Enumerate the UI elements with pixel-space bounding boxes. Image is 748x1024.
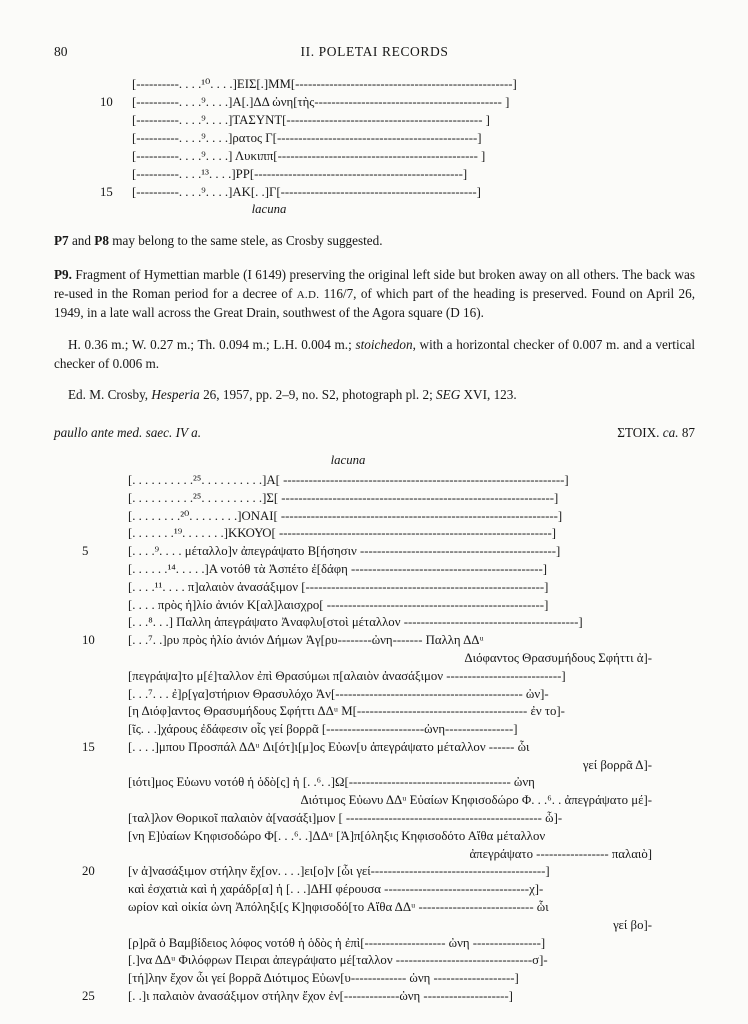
inscription-line: [82, 490, 668, 508]
page-number: 80: [54, 44, 68, 59]
inscription-line: [100, 111, 580, 129]
measurements-text: H. 0.36 m.; W. 0.27 m.; Th. 0.094 m.; L.H. 0.004 m.;: [68, 336, 356, 352]
inscription-line: [82, 686, 668, 704]
stoichedon-count: [617, 425, 695, 441]
inscription-line: [82, 774, 668, 792]
inscription-line: [82, 614, 668, 632]
line-number: [100, 165, 132, 183]
line-number: [82, 614, 128, 632]
line-number: [82, 561, 128, 579]
note-text: and: [68, 233, 95, 248]
inscription-line: [82, 721, 668, 739]
inscription-line: [100, 129, 580, 147]
line-number: [82, 668, 128, 686]
line-text: [η Διόφ]αντος Θρασυμήδους Σφήττι ΔΔᵘ Μ[---------------------------------------- ἐν το]-: [128, 704, 565, 719]
inscription-line: [82, 935, 668, 953]
fragment-p8-inscription: [100, 75, 580, 201]
line-number: [82, 472, 128, 490]
line-text: [ν ἀ]νασάξιμον στήλην ἔχ[ον. . . .]ει[ο]ν [ὧι γεί-----------------------------------------]: [128, 864, 550, 879]
p9-description-text: 116/7, of which part of the heading is preserved. Found on April 26, 1949, in a late wall across the Great Drain, southwest of the Agora square (D 16).: [54, 285, 696, 321]
edition-text: 26, 1957, pp. 2–9, no. S2, photograph pl. 2;: [199, 387, 437, 403]
inscription-line: [82, 703, 668, 721]
line-text: [. . . . . . . .²⁰. . . . . . . .]ΟΝΑΙ[ -----------------------------------------------------------------]: [128, 508, 563, 523]
line-text: [νη Ε]ὐαίων Κηφισοδώρο Φ[. . .⁶. .]ΔΔᵘ [Ἀ]π[όληξις Κηφισοδότο Αἴθα μέταλλον: [128, 828, 546, 843]
line-number: [82, 774, 128, 792]
line-text: [. . .⁷. .]ρυ πρὸς ἡλίο ἀνιόν Δήμων Ἀγ[ρυ--------ὠνη------- Παλλη ΔΔᵘ: [128, 633, 484, 648]
line-text: ωρίον καὶ οἰκία ὠνη Ἀπόληξι[ς Κ]ηφισοδό[το Αἴθα ΔΔᵘ --------------------------- ὧι: [128, 900, 549, 915]
inscription-line: [100, 183, 580, 201]
page-header: [54, 44, 695, 61]
p7-reference: P7: [54, 233, 69, 248]
inscription-line-continuation: Διότιμος Εὐωνυ ΔΔᵘ Εὐαίων Κηφισοδώρο Φ. . .⁶. . ἀπεγράψατο μέ]-: [300, 793, 652, 808]
line-text: [πεγράψα]το μ[έ]ταλλον ἐπὶ Θρασύμωι π[αλαιὸν ἀνασάξιμον ---------------------------]: [128, 668, 566, 683]
lacuna-label: lacuna: [330, 452, 366, 467]
line-text: [. .]ι παλαιὸν ἀνασάξιμον στήλην ἔχον ἐν[-------------ὠνη --------------------]: [128, 989, 513, 1004]
inscription-line: [82, 561, 668, 579]
note-text: may belong to the same stele, as Crosby suggested.: [108, 233, 383, 248]
line-number: [82, 597, 128, 615]
line-text: [τή]λην ἔχον ὧι γεί βορρᾶ Διότιμος Εὐων[υ------------- ὠνη -------------------]: [128, 971, 519, 986]
p9-description-text: Fragment of Hymettian marble (I 6149) preserving the original left side but broken away on all others. The back was re-used in the Roman period for a decree of: [54, 267, 695, 301]
inscription-line-continuation: Διόφαντος Θρασυμήδους Σφήττι ἀ]-: [464, 650, 652, 665]
line-number: 15: [100, 185, 113, 199]
inscription-line: [100, 93, 580, 111]
inscription-line: [82, 632, 668, 650]
inscription-line: [100, 165, 580, 183]
p8-reference: P8: [94, 233, 109, 248]
line-number: [100, 111, 132, 129]
line-text: [----------. . . .⁹. . . .]ρατος Γ[-----------------------------------------------]: [132, 131, 482, 145]
line-number: [100, 147, 132, 165]
line-number: [100, 129, 132, 147]
line-number: 25: [82, 989, 95, 1004]
line-number: 20: [82, 864, 95, 879]
line-text: [----------. . . .⁹. . . .] Λυκιππ[----------------------------------------------- ]: [132, 149, 486, 163]
inscription-line: [82, 863, 668, 881]
running-head: II. POLETAI RECORDS: [300, 44, 449, 59]
inscription-line-continuation: γεί βο]-: [613, 917, 652, 932]
p9-measurements: [54, 336, 695, 373]
line-text: [. . . . . . . . . .²⁵. . . . . . . . . .]Σ[ ----------------------------------------------------------------]: [128, 490, 559, 505]
inscription-line: [82, 988, 668, 1006]
line-text: [ταλ]λον Θορικοῖ παλαιὸν ἀ[νασάξι]μον [ ---------------------------------------------- ὧ]-: [128, 811, 563, 826]
inscription-line: [82, 881, 668, 899]
line-number: [82, 579, 128, 597]
line-text: [. . . .⁹. . . . μέταλλο]ν ἀπεγράψατο Β[ήσησιν ----------------------------------------------]: [128, 544, 561, 559]
line-text: [----------. . . .⁹. . . .]ΤΑΣΥΝΤ[---------------------------------------------- ]: [132, 113, 490, 127]
p9-label: P9.: [54, 267, 72, 282]
inscription-line: [82, 543, 668, 561]
line-text: [. . . . . . . . . .²⁵. . . . . . . . . .]Α[ ------------------------------------------------------------------]: [128, 472, 569, 487]
inscription-line: [82, 472, 668, 490]
date-attribution: paullo ante med. saec. IV a.: [54, 424, 201, 440]
date-and-stoichedon-row: [54, 425, 695, 441]
line-text: [. . .⁸. . .] Παλλη ἀπεγράψατο Ἀναφλυ[στοὶ μέταλλον -----------------------------------------]: [128, 615, 583, 630]
line-text: [----------. . . .⁹. . . .]Α[.]ΔΔ ὠνη[τὴς-------------------------------------------- ]: [132, 95, 510, 109]
line-number: 15: [82, 739, 95, 754]
p9-edition-reference: [54, 386, 695, 405]
line-text: [. . . . . . .¹⁹. . . . . . .]ΚΚΟΥΟ[ ----------------------------------------------------------------]: [128, 526, 557, 541]
circa-abbreviation: ca.: [662, 424, 679, 440]
stoich-label: ΣΤΟΙΧ.: [617, 424, 663, 440]
line-number: [100, 75, 132, 93]
line-text: [ιότι]μος Εὐωνυ νοτόθ ἡ ὁδὸ[ς] ἡ [. .⁶. .]Ω[-------------------------------------- ὠνη: [128, 775, 535, 790]
inscription-line: [82, 597, 668, 615]
measurements-text: , with a horizontal checker of 0.007 m. and a vertical checker of 0.006 m.: [54, 336, 695, 371]
line-text: [. . . . . .¹⁴. . . . .]Α νοτόθ τὰ Ἀσπέτο ἐ[δάφη ---------------------------------------------]: [128, 561, 548, 576]
line-text: [----------. . . .¹³. . . .]ΡΡ[-------------------------------------------------]: [132, 167, 468, 181]
inscription-line: [82, 970, 668, 988]
p7-p8-note: [54, 233, 695, 249]
journal-title: Hesperia: [151, 387, 200, 403]
stoichedon-term: stoichedon: [355, 336, 413, 352]
line-text: καὶ ἐσχατιὰ καὶ ἡ χαράδρ[α] ἡ [. . .]ΔΗΙ φέρουσα ----------------------------------χ]-: [128, 882, 544, 897]
inscription-line: [82, 668, 668, 686]
line-number: [82, 952, 128, 970]
inscription-line: [82, 525, 668, 543]
line-number: [82, 490, 128, 508]
inscription-line-continuation: ἀπεγράψατο ----------------- παλαιὸ]: [469, 846, 652, 861]
inscription-line: [100, 75, 580, 93]
inscription-line: [82, 810, 668, 828]
line-text: [. . . .¹¹. . . . π]αλαιὸν ἀνασάξιμον [--------------------------------------------------------]: [128, 579, 549, 594]
line-number: [82, 703, 128, 721]
line-number: [82, 508, 128, 526]
fragment-p9-inscription: [82, 472, 668, 1006]
line-number: [82, 935, 128, 953]
edition-text: XVI, 123.: [460, 387, 517, 403]
line-number: [82, 970, 128, 988]
line-text: [.]να ΔΔᵘ Φιλόφρων Πειραι ἀπεγράψατο μέ[ταλλον --------------------------------σ]-: [128, 953, 548, 968]
line-number: [82, 899, 128, 917]
line-number: 10: [100, 95, 113, 109]
inscription-line: [82, 952, 668, 970]
line-number: [82, 686, 128, 704]
line-text: [ῖς. . .]χάρους ἐδάφεσιν οἷς γεί βορρᾶ [-----------------------ὠνη----------------]: [128, 722, 518, 737]
inscription-line: [82, 579, 668, 597]
inscription-line-continuation: γεί βορρᾶ Δ]-: [582, 757, 652, 772]
line-text: [----------. . . .⁹. . . .]ΑΚ[. .]Γ[----------------------------------------------]: [132, 185, 481, 199]
ad-abbreviation: A.D.: [296, 288, 320, 301]
line-text: [ρ]ρᾶ ὁ Βαμβίδειος λόφος νοτόθ ἡ ὁδὸς ἡ ἐπὶ[------------------- ὠνη ----------------]: [128, 935, 546, 950]
stoich-number: 87: [678, 424, 695, 440]
inscription-line: [100, 147, 580, 165]
inscription-line: [82, 739, 668, 757]
line-text: [----------. . . .¹⁰. . . .]ΕΙΣ[.]ΜΜ[---------------------------------------------------]: [132, 77, 517, 91]
line-number: [82, 828, 128, 846]
inscription-line: [82, 899, 668, 917]
p9-description: [54, 266, 695, 323]
line-text: [. . .⁷. . . ἐ]ρ[γα]στήριον Θρασυλόχο Ἀν[-------------------------------------------- ὠν]-: [128, 686, 549, 701]
line-number: [82, 810, 128, 828]
line-number: [82, 881, 128, 899]
line-number: 10: [82, 633, 95, 648]
inscription-line: [82, 828, 668, 846]
edition-text: Ed. M. Crosby,: [68, 387, 152, 403]
line-number: [82, 721, 128, 739]
corpus-title: SEG: [436, 387, 461, 403]
line-text: [. . . .]μπου Προσπάλ ΔΔᵘ Δι[ότ]ι[μ]ος Εὐων[υ ἀπεγράψατο μέταλλον ------ ὧι: [128, 739, 530, 754]
line-number: [82, 525, 128, 543]
line-number: 5: [82, 544, 89, 559]
line-text: [. . . . πρὸς ἡ]λίο ἀνιόν Κ[αλ]λαισχρο[ ---------------------------------------------------]: [128, 597, 549, 612]
inscription-line: [82, 508, 668, 526]
lacuna-label: lacuna: [251, 202, 287, 216]
